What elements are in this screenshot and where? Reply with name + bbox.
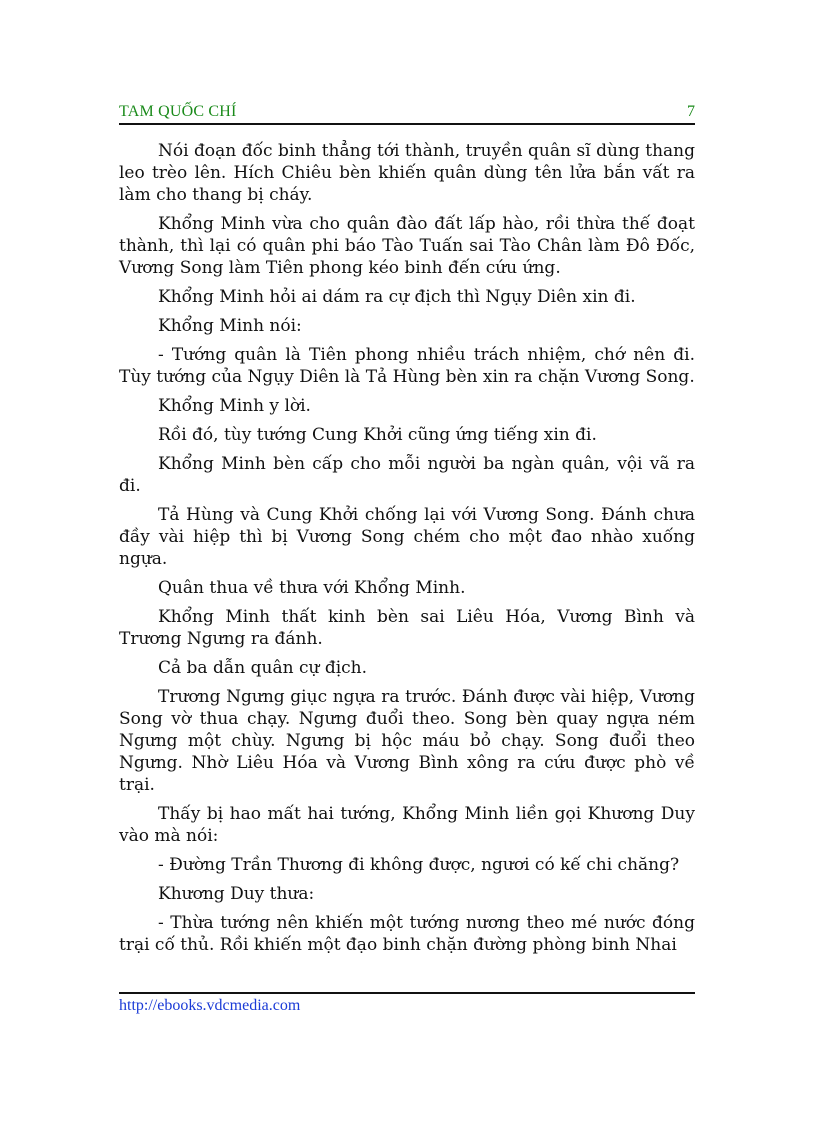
paragraph: Nói đoạn đốc binh thẳng tới thành, truyền quân sĩ dùng thang leo trèo lên. Hích Chiêu bèn khiến quân dùng tên lửa bắn vất ra làm cho thang bị cháy. (119, 141, 695, 205)
page-body (119, 140, 695, 963)
page-number: 7 (687, 103, 695, 120)
book-title: TAM QUỐC CHÍ (119, 103, 237, 120)
paragraph: Quân thua về thưa với Khổng Minh. (158, 578, 466, 598)
paragraph: - Đường Trần Thương đi không được, ngươi có kế chi chăng? (158, 855, 680, 875)
paragraph: - Tướng quân là Tiên phong nhiều trách nhiệm, chớ nên đi. Tùy tướng của Ngụy Diên là Tả Hùng bèn xin ra chặn Vương Song. (119, 345, 695, 387)
paragraph: Rồi đó, tùy tướng Cung Khởi cũng ứng tiếng xin đi. (158, 425, 597, 445)
paragraph: Trương Ngưng giục ngựa ra trước. Đánh được vài hiệp, Vương Song vờ thua chạy. Ngưng đuổi theo. Song bèn quay ngựa ném Ngưng một chùy. Ngưng bị hộc máu bỏ chạy. Song đuổi theo Ngưng. Nhờ Liêu Hóa và Vương Bình xông ra cứu được phò về trại. (119, 687, 695, 795)
paragraph: Khổng Minh nói: (158, 316, 302, 336)
paragraph: Khổng Minh y lời. (158, 396, 311, 416)
paragraph: Thấy bị hao mất hai tướng, Khổng Minh liền gọi Khương Duy vào mà nói: (119, 804, 695, 846)
paragraph: Khổng Minh bèn cấp cho mỗi người ba ngàn quân, vội vã ra đi. (119, 454, 695, 496)
paragraph: Cả ba dẫn quân cự địch. (158, 658, 368, 678)
paragraph: Khổng Minh hỏi ai dám ra cự địch thì Ngụy Diên xin đi. (158, 287, 636, 307)
paragraph: Khổng Minh thất kinh bèn sai Liêu Hóa, Vương Bình và Trương Ngưng ra đánh. (119, 607, 695, 649)
paragraph: Khương Duy thưa: (158, 884, 315, 904)
paragraph: Tả Hùng và Cung Khởi chống lại với Vương Song. Đánh chưa đầy vài hiệp thì bị Vương Song chém cho một đao nhào xuống ngựa. (119, 505, 695, 569)
page-footer (119, 992, 695, 1015)
paragraph: - Thừa tướng nên khiến một tướng nương theo mé nước đóng trại cố thủ. Rồi khiến một đạo binh chặn đường phòng binh Nhai (119, 913, 695, 955)
page-header (119, 101, 695, 125)
source-link[interactable]: http://ebooks.vdcmedia.com (119, 997, 301, 1014)
paragraph: Khổng Minh vừa cho quân đào đất lấp hào, rồi thừa thế đoạt thành, thì lại có quân phi báo Tào Tuấn sai Tào Chân làm Đô Đốc, Vương Song làm Tiên phong kéo binh đến cứu ứng. (119, 214, 695, 278)
